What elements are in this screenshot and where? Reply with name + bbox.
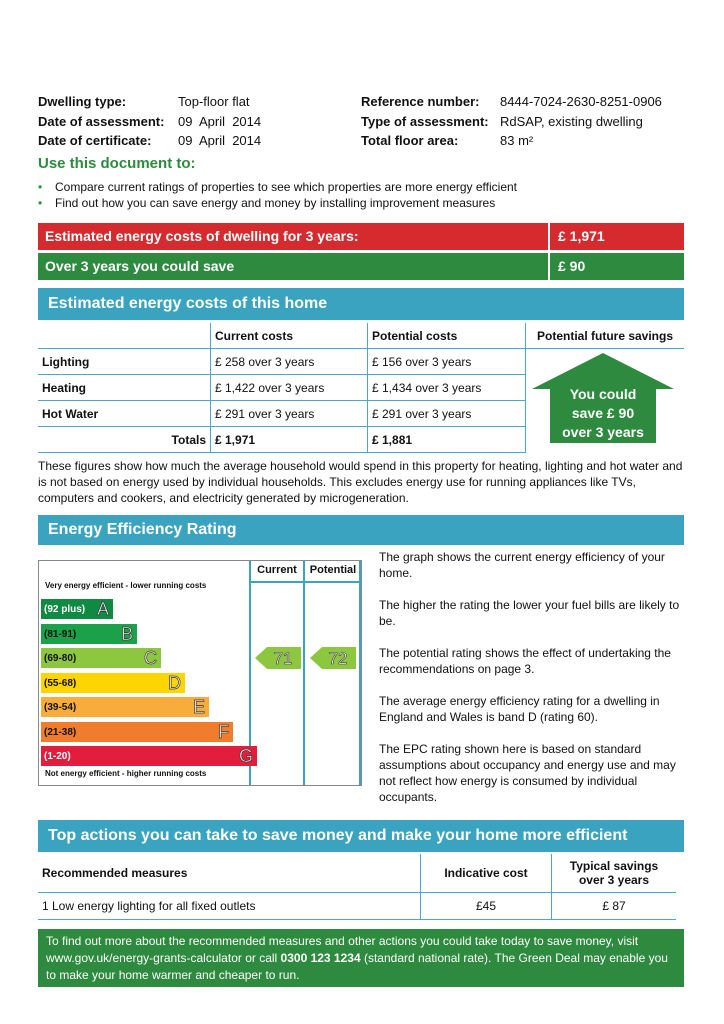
potential-rating-value: 72: [328, 649, 348, 668]
totals-current: £ 1,971: [211, 427, 368, 453]
use-document-title: Use this document to:: [38, 155, 196, 172]
current-cost-cell: £ 291 over 3 years: [211, 401, 368, 427]
band-range: (81-91): [44, 628, 77, 640]
totals-label: Totals: [38, 427, 211, 453]
band-letter: B: [120, 623, 133, 644]
potential-cost-cell: £ 1,434 over 3 years: [368, 375, 526, 401]
footer-text-part: To find out more about the recommended measures and other actions you could take today to save money, visit www.gov.uk/energy-grants-calculator or call: [46, 934, 639, 965]
band-letter: G: [238, 746, 253, 766]
header-cell: Recommended measures: [38, 854, 421, 893]
estimated-cost-value: £ 1,971: [548, 223, 686, 250]
table-row: [38, 893, 676, 920]
band-range: (21-38): [44, 726, 77, 738]
rating-paragraph: The higher the rating the lower your fuel bills are likely to be.: [379, 598, 680, 628]
band-range: (69-80): [44, 653, 77, 664]
reference-value: 8444-7024-2630-8251-0906: [500, 94, 662, 109]
potential-cost-cell: £ 156 over 3 years: [368, 349, 526, 375]
potential-cost-cell: £ 291 over 3 years: [368, 401, 526, 427]
header-cell: Potential costs: [368, 323, 526, 349]
footer-text: [38, 929, 684, 988]
rating-paragraph: The potential rating shows the effect of undertaking the recommendations on page 3.: [379, 646, 671, 676]
savings-line: save £ 90: [571, 405, 635, 421]
table-row: [38, 323, 684, 349]
list-item: Find out how you can save energy and money by installing improvement measures: [55, 196, 496, 210]
rating-chart: [38, 560, 362, 786]
rating-paragraph: The graph shows the current energy efficiency of your home.: [379, 550, 665, 580]
row-label: Hot Water: [38, 401, 211, 427]
footer-text-part: (standard national rate). The Green Deal may enable you to make your home warmer and cheaper to run.: [46, 951, 668, 982]
header-cell: Current costs: [211, 323, 368, 349]
header-cell: Indicative cost: [421, 854, 552, 893]
dwelling-type-label: Dwelling type:: [38, 94, 127, 109]
saving-cell: £ 87: [552, 893, 677, 920]
actions-section-header: [38, 820, 684, 852]
band-range: (92 plus): [44, 604, 86, 615]
assessment-type-label: Type of assessment:: [361, 114, 489, 129]
table-row: [38, 349, 684, 375]
rating-section-header: [38, 515, 684, 545]
floor-area-value: 83 m²: [500, 133, 534, 148]
rating-section-title: Energy Efficiency Rating: [48, 521, 237, 538]
assessment-type-value: RdSAP, existing dwelling: [500, 114, 643, 129]
list-item: Compare current ratings of properties to see which properties are more energy efficient: [55, 180, 518, 194]
header-cell: [38, 323, 211, 349]
actions-table: [38, 854, 676, 920]
estimated-cost-bar: [38, 223, 684, 250]
current-rating-value: 71: [273, 649, 293, 668]
current-cost-cell: £ 1,422 over 3 years: [211, 375, 368, 401]
costs-table: [38, 323, 684, 453]
band-letter: D: [168, 672, 181, 693]
top-note: Very energy efficient - lower running costs: [45, 581, 207, 590]
costs-section-title: Estimated energy costs of this home: [48, 295, 328, 312]
estimated-cost-label: Estimated energy costs of dwelling for 3 years:: [45, 228, 359, 244]
row-label: Heating: [38, 375, 211, 401]
date-assessment-value: 09 April 2014: [178, 114, 262, 129]
costs-note: These figures show how much the average household would spend in this property for heating, lighting and hot water and is not based on energy used by individual households. This excludes energy use for running appliances like TVs, computers and cookers, and electricity generated by microgeneration.: [38, 459, 683, 505]
rating-paragraph: The average energy efficiency rating for a dwelling in England and Wales is band D (rating 60).: [379, 694, 660, 724]
date-certificate-label: Date of certificate:: [38, 133, 152, 148]
potential-saving-bar: [38, 253, 684, 280]
band-letter: E: [192, 697, 205, 717]
potential-saving-value: £ 90: [548, 253, 686, 280]
actions-section-title: Top actions you can take to save money and make your home more efficient: [48, 827, 628, 844]
date-assessment-label: Date of assessment:: [38, 114, 165, 129]
totals-potential: £ 1,881: [368, 427, 526, 453]
band-range: (39-54): [44, 702, 77, 713]
current-header: Current: [257, 564, 297, 576]
band-letter: C: [144, 648, 157, 668]
bullet-icon: •: [38, 180, 43, 194]
rating-paragraph: The EPC rating shown here is based on standard assumptions about occupancy and energy use and may not reflect how energy is consumed by individual occupants.: [379, 742, 676, 804]
header-cell: Typical savings over 3 years: [552, 854, 677, 893]
header-cell: Potential future savings: [526, 323, 685, 349]
dwelling-type-value: Top-floor flat: [178, 94, 250, 109]
floor-area-label: Total floor area:: [361, 133, 459, 148]
rating-arrows: [39, 561, 361, 785]
bullet-icon: •: [38, 196, 43, 210]
reference-label: Reference number:: [361, 94, 480, 109]
band-letter: F: [218, 721, 229, 742]
current-cost-cell: £ 258 over 3 years: [211, 349, 368, 375]
cost-cell: £45: [421, 893, 552, 920]
savings-line: over 3 years: [562, 424, 644, 440]
date-certificate-value: 09 April 2014: [178, 133, 262, 148]
band-letter: A: [96, 599, 109, 619]
potential-saving-label: Over 3 years you could save: [45, 258, 235, 274]
potential-header: Potential: [309, 564, 357, 576]
bottom-note: Not energy efficient - higher running costs: [45, 769, 207, 778]
table-row: [38, 854, 676, 893]
savings-cell: [526, 349, 685, 453]
band-range: (55-68): [44, 677, 77, 689]
band-range: (1-20): [44, 751, 71, 762]
costs-section-header: [38, 288, 684, 320]
measure-cell: 1 Low energy lighting for all fixed outlets: [38, 893, 421, 920]
footer-panel: [38, 929, 684, 987]
footer-phone: 0300 123 1234: [280, 951, 361, 965]
savings-line: You could: [569, 386, 637, 402]
rating-explanation: [379, 549, 684, 805]
row-label: Lighting: [38, 349, 211, 375]
